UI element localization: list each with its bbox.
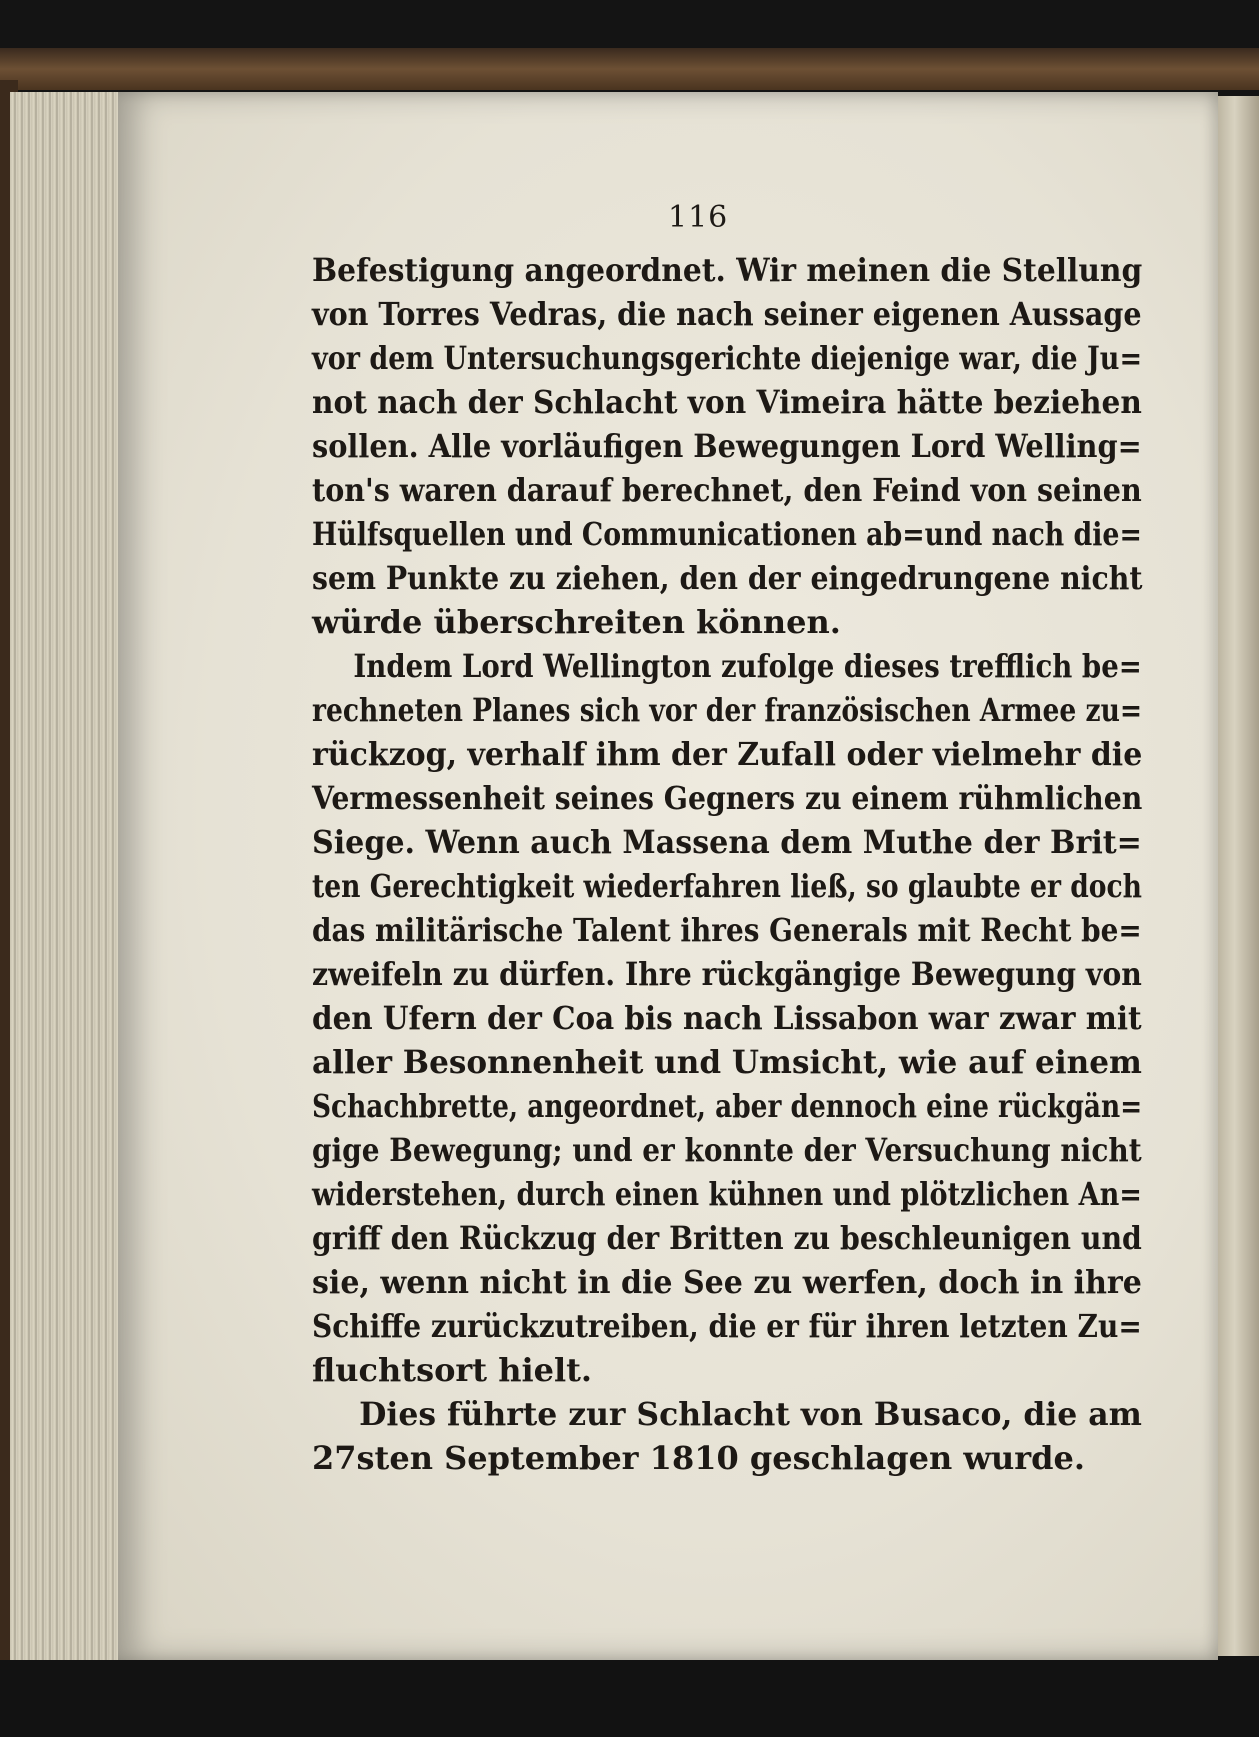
text-line: griff den Rückzug der Britten zu beschleunigen und	[312, 1219, 1142, 1257]
text-line: rechneten Planes sich vor der französischen Armee zu=	[312, 691, 1143, 729]
page-stack-edges	[10, 92, 130, 1662]
text-line: Vermessenheit seines Gegners zu einem rühmlichen	[312, 779, 1143, 817]
text-line: rückzog, verhalf ihm der Zufall oder vielmehr die	[312, 735, 1143, 773]
facing-page-edge	[1218, 96, 1259, 1656]
text-line: not nach der Schlacht von Vimeira hätte beziehen	[312, 383, 1142, 421]
book-cover-bottom	[0, 1660, 1259, 1737]
text-line: sie, wenn nicht in die See zu werfen, doch in ihre	[312, 1263, 1142, 1301]
text-line: Dies führte zur Schlacht von Busaco, die am	[359, 1395, 1142, 1433]
page-number: 116	[668, 200, 729, 235]
text-line: vor dem Untersuchungsgerichte diejenige war, die Ju=	[312, 339, 1143, 377]
text-line: Hülfsquellen und Communicationen ab=und nach die=	[312, 515, 1142, 553]
text-line: von Torres Vedras, die nach seiner eigenen Aussage	[312, 295, 1142, 333]
text-line: gige Bewegung; und er konnte der Versuchung nicht	[312, 1131, 1142, 1169]
text-line: Befestigung angeordnet. Wir meinen die Stellung	[312, 251, 1143, 289]
text-line: Indem Lord Wellington zufolge dieses trefflich be=	[353, 647, 1142, 685]
text-line: Schachbrette, angeordnet, aber dennoch eine rückgän=	[312, 1087, 1143, 1125]
text-line: Siege. Wenn auch Massena dem Muthe der Brit=	[312, 823, 1142, 861]
text-line: ten Gerechtigkeit wiederfahren ließ, so glaubte er doch	[312, 867, 1142, 905]
text-line: 27sten September 1810 geschlagen wurde.	[312, 1439, 1085, 1477]
text-line: das militärische Talent ihres Generals mit Recht be=	[312, 911, 1142, 949]
text-line: Schiffe zurückzutreiben, die er für ihren letzten Zu=	[312, 1307, 1142, 1345]
text-line: fluchtsort hielt.	[312, 1351, 593, 1389]
text-line: aller Besonnenheit und Umsicht, wie auf einem	[312, 1043, 1142, 1081]
text-line: den Ufern der Coa bis nach Lissabon war zwar mit	[312, 999, 1142, 1037]
text-line: ton's waren darauf berechnet, den Feind von seinen	[312, 471, 1142, 509]
text-line: würde überschreiten können.	[312, 603, 841, 641]
book-cover-top	[0, 48, 1259, 90]
text-line: zweifeln zu dürfen. Ihre rückgängige Bewegung von	[312, 955, 1142, 993]
text-line: sem Punkte zu ziehen, den der eingedrungene nicht	[312, 559, 1143, 597]
text-line: widerstehen, durch einen kühnen und plötzlichen An=	[312, 1175, 1142, 1213]
text-line: sollen. Alle vorläufigen Bewegungen Lord Welling=	[312, 427, 1142, 465]
body-text	[312, 248, 1142, 1480]
